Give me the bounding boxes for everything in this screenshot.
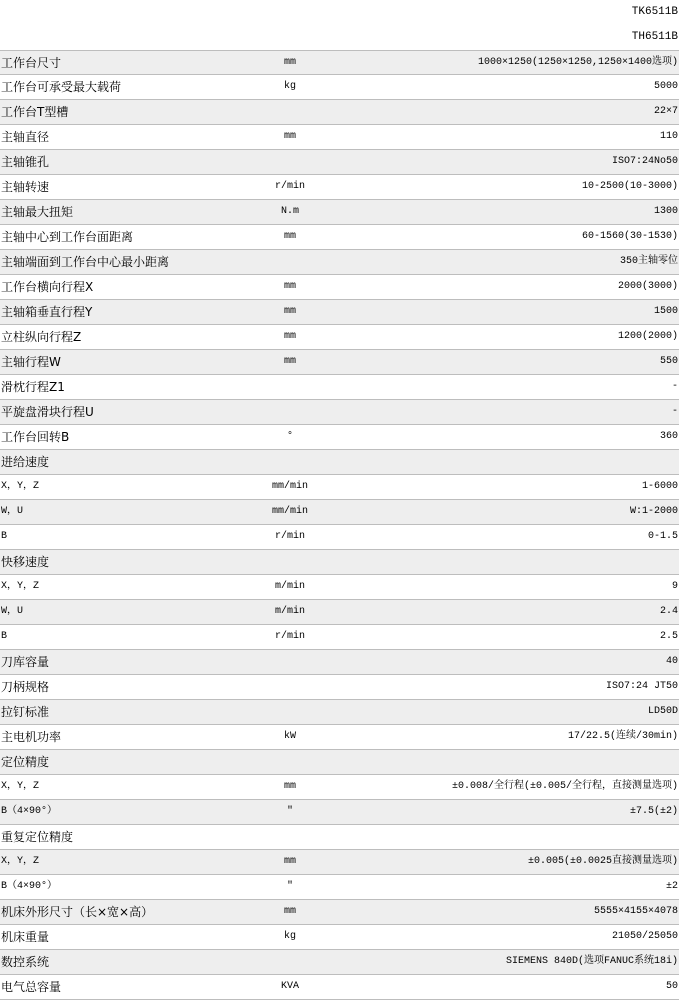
spec-unit: mm [283, 856, 296, 867]
spec-row [0, 425, 679, 450]
spec-value: LD50D [647, 706, 678, 717]
spec-unit: kg [283, 81, 296, 92]
spec-value: 2.4 [659, 606, 678, 617]
spec-row [0, 200, 679, 225]
spec-row [0, 400, 679, 425]
spec-row [0, 700, 679, 725]
spec-row [0, 375, 679, 400]
spec-label: B（4×90°） [1, 881, 58, 892]
spec-value: 1300 [653, 206, 678, 217]
spec-row [0, 875, 679, 900]
spec-value: 40 [665, 656, 678, 667]
spec-row [0, 300, 679, 325]
spec-value: 60-1560(30-1530) [581, 231, 678, 242]
spec-row [0, 625, 679, 650]
spec-unit: m/min [274, 606, 305, 617]
spec-row [0, 75, 679, 100]
spec-value: ISO7:24 JT50 [605, 681, 678, 692]
spec-value: - [671, 406, 678, 417]
spec-unit: r/min [274, 631, 305, 642]
spec-row [0, 775, 679, 800]
spec-value: 9 [671, 581, 678, 592]
spec-value: ±7.5(±2) [629, 806, 678, 817]
spec-row [0, 600, 679, 625]
spec-label: W，U [1, 506, 24, 517]
spec-label: B [1, 631, 8, 642]
spec-unit: mm [283, 131, 296, 142]
spec-unit: N.m [280, 206, 299, 217]
spec-table [0, 50, 679, 1000]
spec-label: 刀柄规格 [1, 680, 50, 694]
spec-label: B [1, 531, 8, 542]
spec-unit: mm [283, 781, 296, 792]
spec-label: 工作台回转B [1, 430, 70, 444]
spec-label: 主轴行程W [1, 355, 61, 369]
spec-label: 工作台横向行程X [1, 280, 94, 294]
spec-row [0, 850, 679, 875]
spec-label: 工作台尺寸 [1, 56, 62, 70]
spec-value: 22×7 [653, 106, 678, 117]
spec-row [0, 450, 679, 475]
spec-unit: KVA [280, 981, 299, 992]
spec-row [0, 275, 679, 300]
spec-label: 刀库容量 [1, 655, 50, 669]
spec-row [0, 325, 679, 350]
spec-row [0, 500, 679, 525]
spec-value: 550 [659, 356, 678, 367]
spec-unit: kW [283, 731, 296, 742]
spec-unit: mm [283, 306, 296, 317]
spec-row [0, 150, 679, 175]
spec-row [0, 650, 679, 675]
spec-row [0, 250, 679, 275]
spec-value: 360 [659, 431, 678, 442]
spec-row [0, 750, 679, 775]
spec-value: 10-2500(10-3000) [581, 181, 678, 192]
spec-unit: mm [283, 356, 296, 367]
spec-unit: mm [283, 281, 296, 292]
spec-value: 2.5 [659, 631, 678, 642]
spec-row [0, 675, 679, 700]
spec-label: W，U [1, 606, 24, 617]
spec-row [0, 950, 679, 975]
spec-row [0, 550, 679, 575]
spec-value: 1500 [653, 306, 678, 317]
spec-label: X，Y，Z [1, 581, 40, 592]
spec-row [0, 100, 679, 125]
spec-label: 立柱纵向行程Z [1, 330, 82, 344]
spec-unit: mm [283, 57, 296, 68]
spec-label: 拉钉标准 [1, 705, 50, 719]
spec-unit: ″ [286, 881, 293, 892]
spec-label: 定位精度 [1, 755, 50, 769]
spec-label: 主轴最大扭矩 [1, 205, 74, 219]
spec-row [0, 50, 679, 75]
spec-label: 平旋盘滑块行程U [1, 405, 94, 419]
spec-value: ±2 [665, 881, 678, 892]
spec-value: 2000(3000) [617, 281, 678, 292]
spec-row [0, 125, 679, 150]
spec-label: 重复定位精度 [1, 830, 74, 844]
spec-value: 110 [659, 131, 678, 142]
spec-label: 主轴中心到工作台面距离 [1, 230, 134, 244]
spec-row [0, 225, 679, 250]
spec-value: 1200(2000) [617, 331, 678, 342]
spec-value: 17/22.5(连续/30min) [567, 731, 678, 742]
spec-value: ISO7:24No50 [611, 156, 678, 167]
spec-unit: ″ [286, 806, 293, 817]
spec-unit: kg [283, 931, 296, 942]
spec-value: SIEMENS 840D(选项FANUC系统18i) [505, 956, 678, 967]
spec-row [0, 925, 679, 950]
spec-label: 工作台T型槽 [1, 105, 69, 119]
spec-value: ±0.008/全行程(±0.005/全行程，直接测量选项) [451, 781, 678, 792]
spec-label: 主电机功率 [1, 730, 62, 744]
spec-label: 主轴端面到工作台中心最小距离 [1, 255, 170, 269]
spec-unit: m/min [274, 581, 305, 592]
spec-row [0, 475, 679, 500]
spec-unit: r/min [274, 531, 305, 542]
spec-row [0, 825, 679, 850]
spec-value: 1000×1250(1250×1250,1250×1400选项) [477, 57, 678, 68]
spec-unit: mm [283, 331, 296, 342]
spec-label: X，Y，Z [1, 781, 40, 792]
spec-label: B（4×90°） [1, 806, 58, 817]
spec-unit: mm [283, 231, 296, 242]
spec-label: 主轴直径 [1, 130, 50, 144]
model-name-tk6511b: TK6511B [631, 6, 678, 18]
spec-label: 电气总容量 [1, 980, 62, 994]
spec-label: 进给速度 [1, 455, 50, 469]
spec-row [0, 175, 679, 200]
spec-row [0, 975, 679, 1000]
spec-value: 5000 [653, 81, 678, 92]
spec-value: 5555×4155×4078 [593, 906, 678, 917]
spec-row [0, 525, 679, 550]
spec-unit: mm/min [271, 481, 308, 492]
spec-value: 21050/25050 [611, 931, 678, 942]
spec-label: 工作台可承受最大载荷 [1, 80, 122, 94]
spec-row [0, 725, 679, 750]
spec-label: 机床外形尺寸（长×宽×高） [1, 905, 154, 919]
spec-unit: mm/min [271, 506, 308, 517]
spec-value: 350主轴零位 [619, 256, 678, 267]
spec-unit: mm [283, 906, 296, 917]
spec-label: 数控系统 [1, 955, 50, 969]
spec-value: 50 [665, 981, 678, 992]
spec-value: ±0.005(±0.0025直接测量选项) [527, 856, 678, 867]
spec-row [0, 350, 679, 375]
spec-row [0, 800, 679, 825]
spec-label: X，Y，Z [1, 481, 40, 492]
model-name-th6511b: TH6511B [631, 31, 678, 43]
spec-value: 1-6000 [641, 481, 678, 492]
spec-label: 滑枕行程Z1 [1, 380, 65, 394]
spec-label: 主轴箱垂直行程Y [1, 305, 93, 319]
spec-value: W:1-2000 [629, 506, 678, 517]
spec-label: 主轴锥孔 [1, 155, 50, 169]
spec-unit: r/min [274, 181, 305, 192]
spec-label: 快移速度 [1, 555, 50, 569]
spec-row [0, 575, 679, 600]
spec-value: - [671, 381, 678, 392]
spec-label: 机床重量 [1, 930, 50, 944]
spec-value: 0-1.5 [647, 531, 678, 542]
spec-unit: ° [286, 431, 293, 442]
spec-label: X，Y，Z [1, 856, 40, 867]
spec-label: 主轴转速 [1, 180, 50, 194]
spec-row [0, 900, 679, 925]
